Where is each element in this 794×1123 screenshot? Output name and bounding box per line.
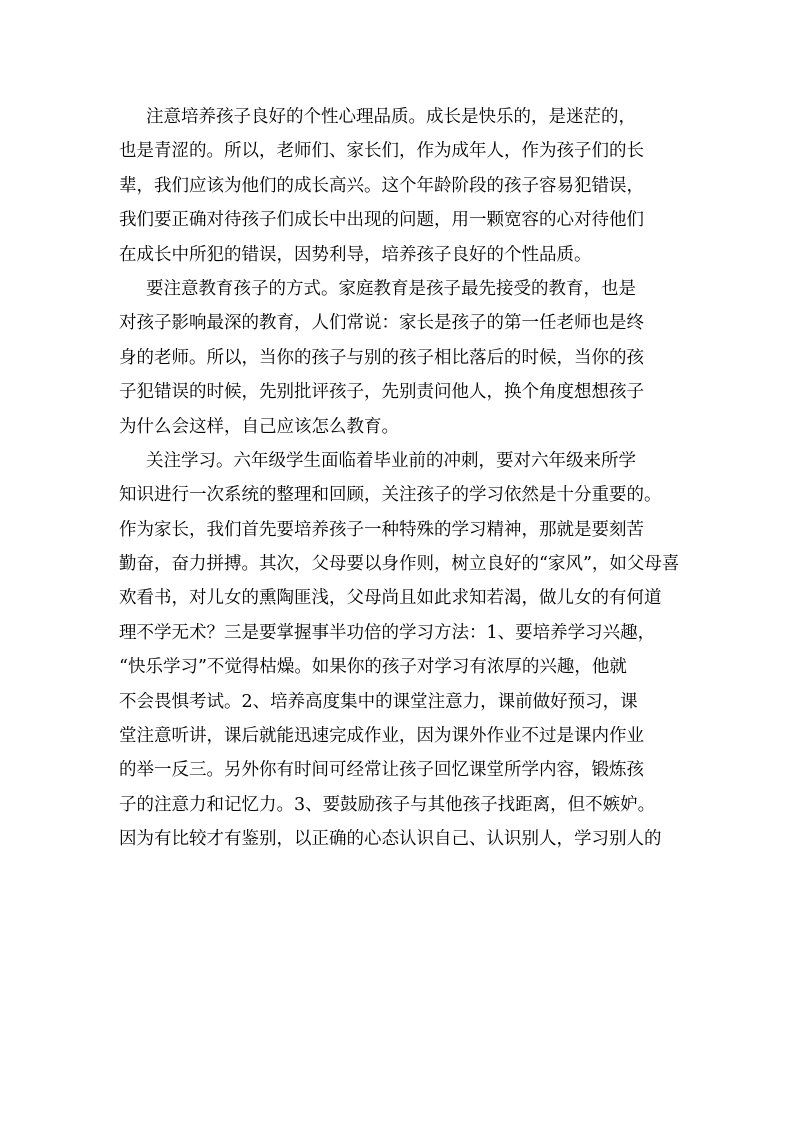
text-line: 欢看书，对儿女的熏陶匪浅，父母尚且如此求知若渴，做儿女的有何道: [119, 588, 662, 609]
text-line: 知识进行一次系统的整理和回顾，关注孩子的学习依然是十分重要的。: [119, 485, 662, 506]
text-line: 因为有比较才有鉴别，以正确的心态认识自己、认识别人，学习别人的: [119, 829, 662, 850]
text-line: 理不学无术？三是要掌握事半功倍的学习方法：1、要培养学习兴趣，: [119, 622, 656, 643]
text-line: 堂注意听讲，课后就能迅速完成作业，因为课外作业不过是课内作业: [119, 726, 644, 747]
text-line: “快乐学习”不觉得枯燥。如果你的孩子对学习有浓厚的兴趣，他就: [119, 657, 627, 678]
text-line: 也是青涩的。所以，老师们、家长们，作为成年人，作为孩子们的长: [119, 141, 644, 162]
text-line: 身的老师。所以，当你的孩子与别的孩子相比落后的时候，当你的孩: [119, 347, 644, 368]
text-line: 关注学习。六年级学生面临着毕业前的冲刺，要对六年级来所学: [146, 450, 636, 471]
text-line: 不会畏惧考试。2、培养高度集中的课堂注意力，课前做好预习，课: [119, 691, 638, 712]
document-body: [119, 100, 679, 857]
text-line: 作为家长，我们首先要培养孩子一种特殊的学习精神，那就是要刻苦: [119, 519, 644, 540]
text-line: 在成长中所犯的错误，因势利导，培养孩子良好的个性品质。: [119, 244, 592, 265]
text-line: 勤奋，奋力拼搏。其次，父母要以身作则，树立良好的“家风”，如父母喜: [119, 554, 680, 575]
text-line: 辈，我们应该为他们的成长高兴。这个年龄阶段的孩子容易犯错误，: [119, 175, 644, 196]
text-line: 子的注意力和记忆力。3、要鼓励孩子与其他孩子找距离，但不嫉妒。: [119, 794, 656, 815]
paragraph-education-method: [119, 272, 679, 444]
paragraph-study: [119, 444, 679, 857]
paragraph-personality: [119, 100, 679, 272]
text-line: 我们要正确对待孩子们成长中出现的问题，用一颗宽容的心对待他们: [119, 210, 644, 231]
text-line: 子犯错误的时候，先别批评孩子，先别责问他人，换个角度想想孩子: [119, 382, 644, 403]
text-line: 要注意教育孩子的方式。家庭教育是孩子最先接受的教育，也是: [146, 278, 636, 299]
text-line: 对孩子影响最深的教育，人们常说：家长是孩子的第一任老师也是终: [119, 313, 644, 334]
text-line: 的举一反三。另外你有时间可经常让孩子回忆课堂所学内容，锻炼孩: [119, 760, 644, 781]
text-line: 注意培养孩子良好的个性心理品质。成长是快乐的，是迷茫的，: [146, 107, 636, 127]
text-line: 为什么会这样，自己应该怎么教育。: [119, 416, 399, 437]
